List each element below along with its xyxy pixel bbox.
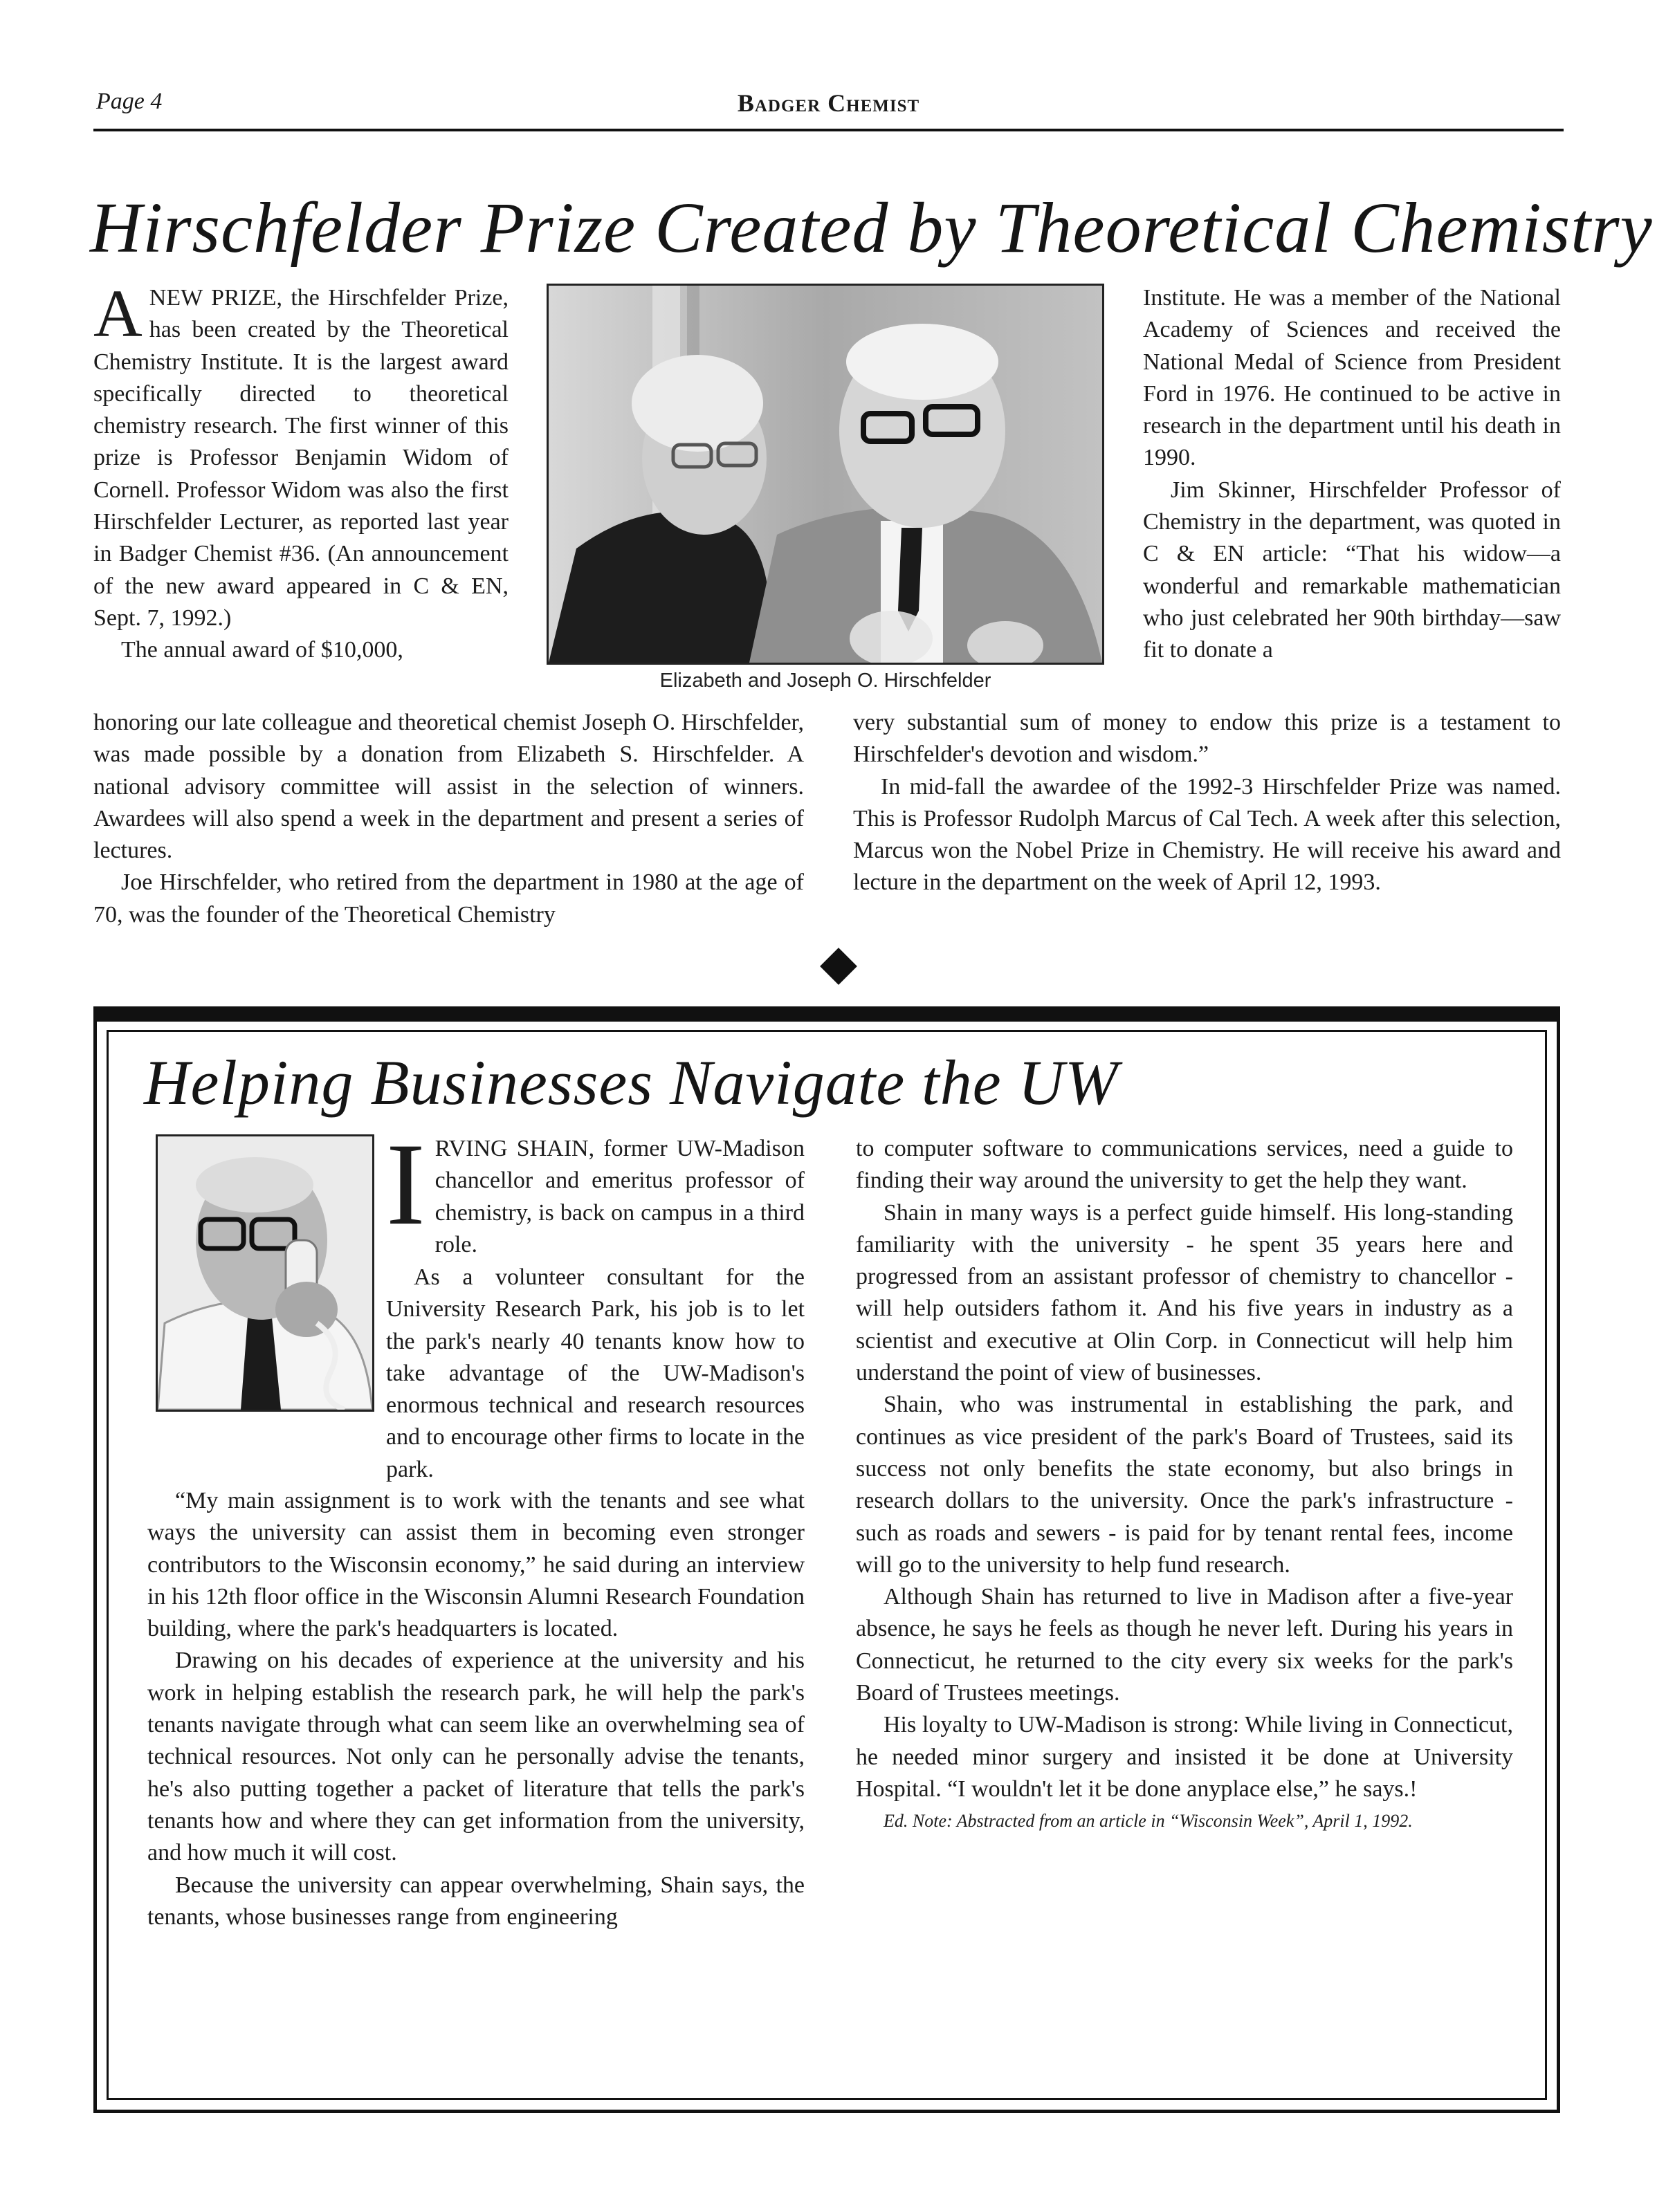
article2-right-paragraph-2: Shain in many ways is a perfect guide himself. His long-standing familiarity with the university - he spent 35 years here and progressed from an assistant professor of chemistry to chancellor - will help outsiders fathom it. And his five years in industry as a scientist and executive at Olin Corp. in Connecticut will help him understand the point of view of businesses.: [856, 1199, 1513, 1386]
hirschfelder-photo: [547, 284, 1104, 665]
article2-paragraph-1: I RVING SHAIN, former UW-Madison chancellor and emeritus professor of chemistry, is back on campus in a third role.: [386, 1119, 805, 1257]
article2-right-paragraph-1: to computer software to communications services, need a guide to finding their way around the university to get the help they want.: [856, 1136, 1513, 1194]
drop-cap: A: [93, 277, 143, 351]
article1-right-paragraph-1: Institute. He was a member of the National Academy of Sciences and received the National Medal of Science from President Ford in 1976. He continued to be active in research in the department until his death in 1990.: [1143, 285, 1561, 471]
article2-paragraph-2: As a volunteer consultant for the University Research Park, his job is to let the park's nearly 40 tenants know how to take advantage of the UW-Madison's enormous technical and research resources and to encourage other firms to locate in the park.: [386, 1264, 805, 1482]
article1-paragraph-3: Joe Hirschfelder, who retired from the department in 1980 at the age of 70, was the founder of the Theoretical Chemistry: [93, 869, 804, 928]
article1-right-paragraph-2b: very substantial sum of money to endow this prize is a testament to Hirschfelder's devotion and wisdom.”: [853, 710, 1561, 768]
editor-note: Ed. Note: Abstracted from an article in “Wisconsin Week”, April 1, 1992.: [884, 1811, 1413, 1832]
article2-right-paragraph-3: Shain, who was instrumental in establishing the park, and continues as vice president of the park's Board of Trustees, said its success not only benefits the state economy, but also brings in research dollars to the university. Once the park's infrastructure - such as roads and sewers - is paid for by tenant rental fees, income will go to the university to help fund research.: [856, 1392, 1513, 1578]
page-number: Page 4: [96, 89, 163, 114]
page-header: [93, 89, 1564, 131]
masthead: Badger Chemist: [737, 89, 920, 117]
article1-right-paragraph-2a: Jim Skinner, Hirschfelder Professor of Chemistry in the department, was quoted in C & EN article: “That his widow—a wonderful and remarkable mathematician who just celebrated her 90th birthday—saw fit to donate a: [1143, 477, 1561, 663]
drop-cap: I: [386, 1119, 425, 1249]
article1-left-column-top: [93, 277, 509, 667]
article2-left-column-bottom: [147, 1485, 805, 1933]
article2-right-paragraph-4: Although Shain has returned to live in Madison after a five-year absence, he says he feels as though he never left. During his years in Connecticut, he returned to the city every six weeks for the park's Board of Trustees meetings.: [856, 1584, 1513, 1706]
article1-right-paragraph-3: In mid-fall the awardee of the 1992-3 Hirschfelder Prize was named. This is Professor Rudolph Marcus of Cal Tech. A week after this selection, Marcus won the Nobel Prize in Chemistry. He will receive his award and lecture in the department on the week of April 12, 1993.: [853, 773, 1561, 896]
article1-left-column-bottom: [93, 707, 804, 931]
article-headline-hirschfelder: Hirschfelder Prize Created by Theoretical Chemistry: [90, 188, 1653, 268]
article-headline-shain: Helping Businesses Navigate the UW: [144, 1047, 1119, 1118]
article2-left-column-top: [386, 1119, 805, 1261]
article1-paragraph-2-start: The annual award of $10,000,: [121, 637, 403, 663]
article1-right-column-bottom: [853, 707, 1561, 899]
article1-paragraph-2-cont: honoring our late colleague and theoretical chemist Joseph O. Hirschfelder, was made possible by a donation from Elizabeth S. Hirschfelder. A national advisory committee will assist in the selection of winners. Awardees will also spend a week in the department and present a series of lectures.: [93, 710, 804, 864]
article2-right-paragraph-5: His loyalty to UW-Madison is strong: While living in Connecticut, he needed minor surgery and insisted it be done at University Hospital. “I wouldn't let it be done anyplace else,” he says.!: [856, 1712, 1513, 1802]
article2-paragraph-5: Because the university can appear overwhelming, Shain says, the tenants, whose businesses range from engineering: [147, 1872, 805, 1930]
article2-paragraph-3: “My main assignment is to work with the tenants and see what ways the university can assist them in becoming even stronger contributors to the Wisconsin economy,” he said during an interview in his 12th floor office in the Wisconsin Alumni Research Foundation building, where the park's headquarters is located.: [147, 1488, 805, 1642]
article1-paragraph-1: A NEW PRIZE, the Hirschfelder Prize, has been created by the Theoretical Chemistry Institute. It is the largest award specifically directed to theoretical chemistry research. The first winner of this prize is Professor Benjamin Widom of Cornell. Professor Widom was also the first Hirschfelder Lecturer, as reported last year in Badger Chemist #36. (An announcement of the new award appeared in C & EN, Sept. 7, 1992.): [93, 277, 509, 631]
article2-paragraph-4: Drawing on his decades of experience at the university and his work in helping establish the research park, he will help the park's tenants navigate through what can seem like an overwhelming sea of technical resources. Not only can he personally advise the tenants, he's also putting together a packet of literature that tells the park's tenants how and where they can get information from the university, and how much it will cost.: [147, 1648, 805, 1866]
article2-right-column: [856, 1133, 1513, 1838]
article2-left-column: [147, 1262, 805, 1486]
section-divider-diamond: [820, 948, 857, 985]
article1-right-column-top: [1143, 282, 1561, 667]
photo-caption: Elizabeth and Joseph O. Hirschfelder: [659, 670, 991, 692]
photo-illustration: [549, 286, 1102, 663]
